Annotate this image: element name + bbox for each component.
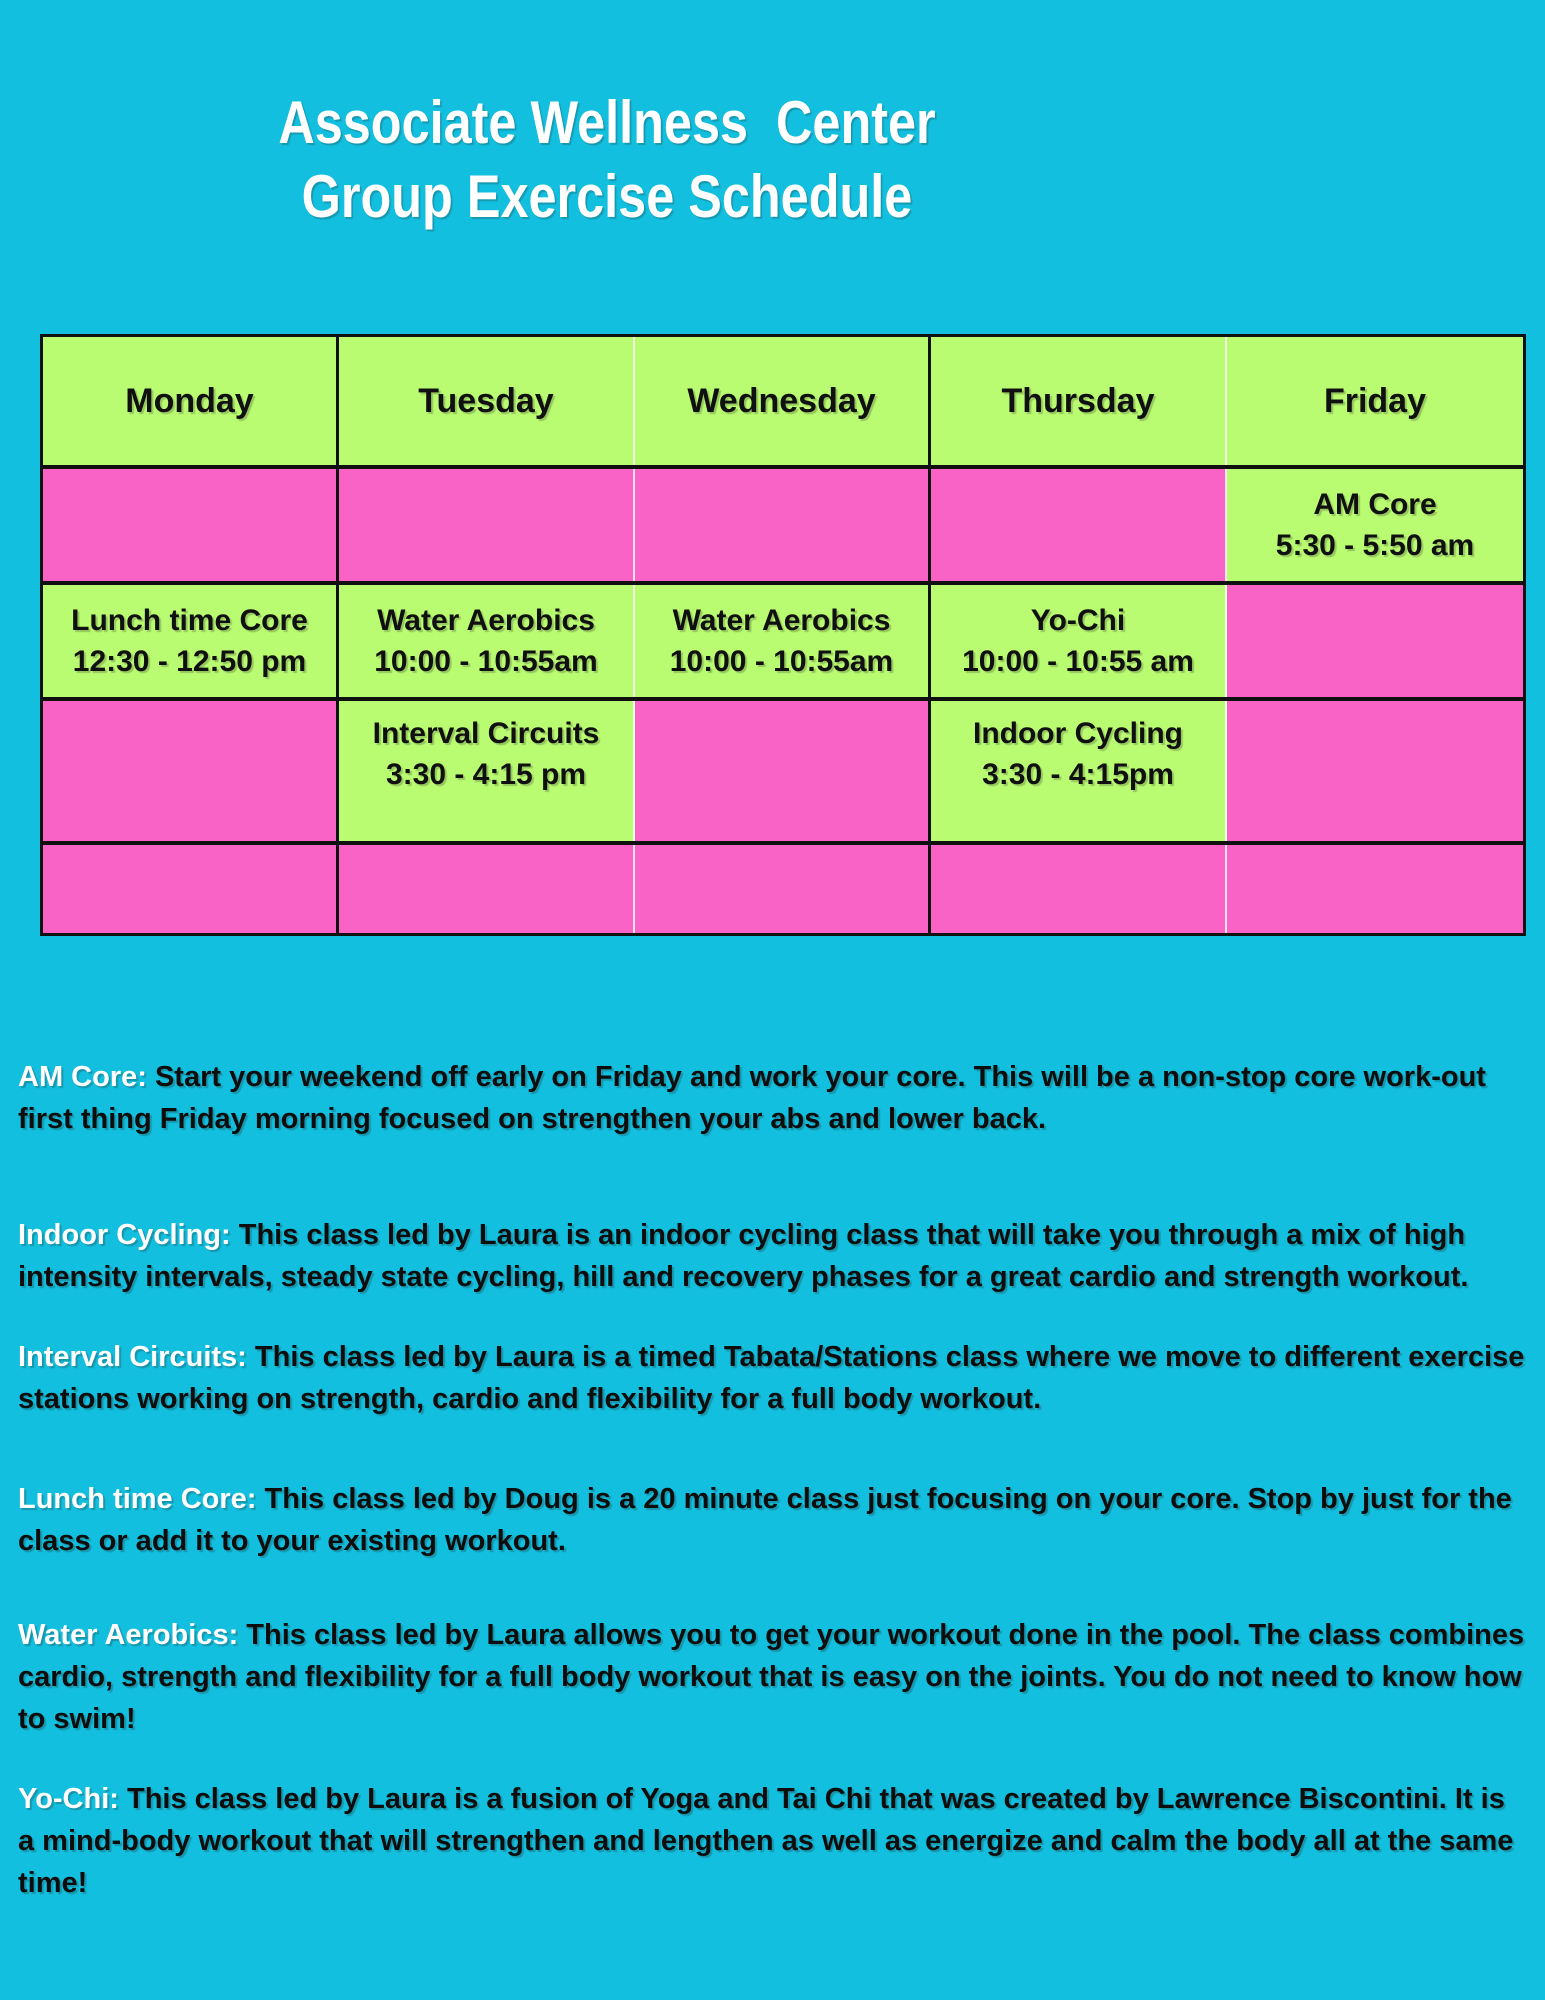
cell-friday-am-core: AM Core 5:30 - 5:50 am <box>1227 469 1523 581</box>
title-line-1: Associate Wellness Center <box>278 89 936 156</box>
day-header-monday: Monday <box>43 337 339 465</box>
cell-empty <box>43 845 339 933</box>
cell-empty <box>931 469 1227 581</box>
description-interval-circuits <box>18 1336 1525 1420</box>
description-text: This class led by Doug is a 20 minute class just focusing on your core. Stop by just for the class or add it to your existing workout. <box>18 1483 1512 1557</box>
description-label: AM Core: <box>18 1061 147 1093</box>
cell-thursday-yo-chi: Yo-Chi 10:00 - 10:55 am <box>931 585 1227 697</box>
description-text: This class led by Laura is an indoor cycling class that will take you through a mix of high intensity intervals, steady state cycling, hill and recovery phases for a great cardio and strength workout. <box>18 1219 1469 1293</box>
cell-empty <box>931 845 1227 933</box>
cell-wednesday-water-aerobics: Water Aerobics 10:00 - 10:55am <box>635 585 931 697</box>
table-row-empty <box>43 845 1523 933</box>
description-yo-chi <box>18 1778 1525 1904</box>
cell-empty <box>1227 585 1523 697</box>
cell-empty <box>1227 701 1523 841</box>
description-label: Water Aerobics: <box>18 1619 239 1651</box>
table-header-row <box>43 337 1523 469</box>
description-label: Indoor Cycling: <box>18 1219 231 1251</box>
cell-empty <box>635 701 931 841</box>
day-header-tuesday: Tuesday <box>339 337 635 465</box>
description-lunch-time-core <box>18 1478 1525 1562</box>
cell-empty <box>1227 845 1523 933</box>
schedule-table <box>40 334 1526 936</box>
day-header-wednesday: Wednesday <box>635 337 931 465</box>
day-header-friday: Friday <box>1227 337 1523 465</box>
description-label: Lunch time Core: <box>18 1483 257 1515</box>
cell-tuesday-interval-circuits: Interval Circuits 3:30 - 4:15 pm <box>339 701 635 841</box>
table-row-early-morning <box>43 469 1523 585</box>
cell-empty <box>339 845 635 933</box>
title-line-2: Group Exercise Schedule <box>301 163 913 230</box>
class-descriptions <box>18 1056 1525 1904</box>
description-text: This class led by Laura is a fusion of Yoga and Tai Chi that was created by Lawrence Biscontini. It is a mind-body workout that will strengthen and lengthen as well as energize and calm the body all at the same time! <box>18 1783 1514 1899</box>
table-row-midday <box>43 585 1523 701</box>
description-am-core <box>18 1056 1525 1140</box>
table-row-afternoon <box>43 701 1523 845</box>
cell-empty <box>339 469 635 581</box>
description-indoor-cycling <box>18 1214 1525 1298</box>
day-header-thursday: Thursday <box>931 337 1227 465</box>
description-label: Interval Circuits: <box>18 1341 247 1373</box>
cell-monday-lunch-time-core: Lunch time Core 12:30 - 12:50 pm <box>43 585 339 697</box>
cell-empty <box>43 469 339 581</box>
description-label: Yo-Chi: <box>18 1783 119 1815</box>
description-text: Start your weekend off early on Friday and work your core. This will be a non-stop core work-out first thing Friday morning focused on strengthen your abs and lower back. <box>18 1061 1486 1135</box>
cell-empty <box>43 701 339 841</box>
cell-empty <box>635 845 931 933</box>
description-text: This class led by Laura is a timed Tabata/Stations class where we move to different exercise stations working on strength, cardio and flexibility for a full body workout. <box>18 1341 1525 1415</box>
description-water-aerobics <box>18 1614 1525 1740</box>
cell-tuesday-water-aerobics: Water Aerobics 10:00 - 10:55am <box>339 585 635 697</box>
poster-title <box>0 0 1214 234</box>
cell-empty <box>635 469 931 581</box>
description-text: This class led by Laura allows you to get your workout done in the pool. The class combines cardio, strength and flexibility for a full body workout that is easy on the joints. You do not need to know how to swim! <box>18 1619 1525 1735</box>
cell-thursday-indoor-cycling: Indoor Cycling 3:30 - 4:15pm <box>931 701 1227 841</box>
